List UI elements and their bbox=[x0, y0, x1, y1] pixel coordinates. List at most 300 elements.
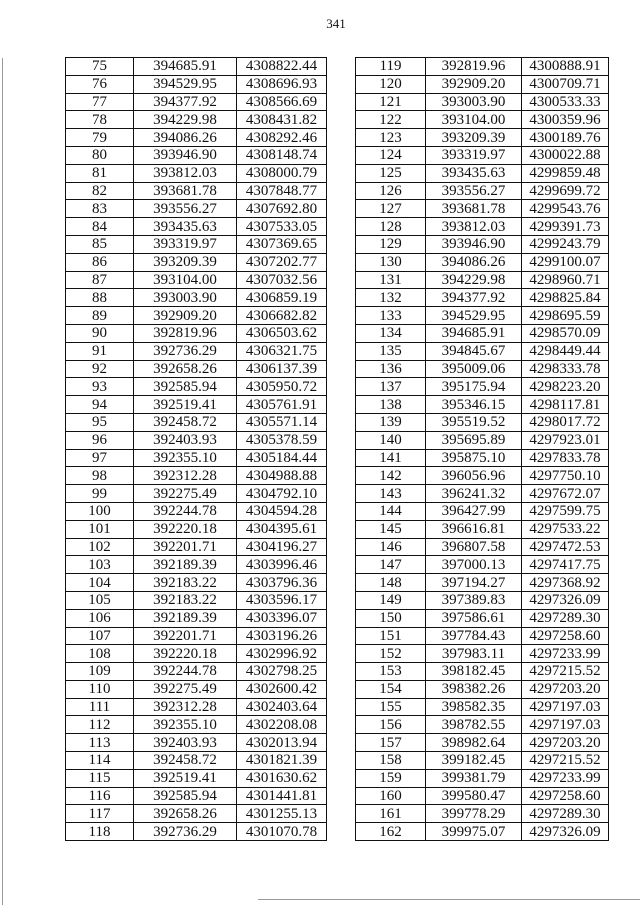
cell-point-number: 102 bbox=[66, 538, 134, 556]
cell-y-coordinate: 4297203.20 bbox=[522, 680, 609, 698]
cell-point-number: 161 bbox=[356, 805, 426, 823]
cell-x-coordinate: 393104.00 bbox=[426, 111, 522, 129]
cell-point-number: 120 bbox=[356, 75, 426, 93]
table-row bbox=[356, 645, 609, 663]
cell-point-number: 149 bbox=[356, 591, 426, 609]
cell-point-number: 147 bbox=[356, 556, 426, 574]
cell-point-number: 98 bbox=[66, 467, 134, 485]
cell-y-coordinate: 4298960.71 bbox=[522, 271, 609, 289]
cell-x-coordinate: 392220.18 bbox=[134, 520, 237, 538]
cell-y-coordinate: 4304594.28 bbox=[237, 502, 327, 520]
cell-point-number: 97 bbox=[66, 449, 134, 467]
cell-point-number: 126 bbox=[356, 182, 426, 200]
scan-border-bottom bbox=[258, 899, 640, 900]
cell-y-coordinate: 4297197.03 bbox=[522, 698, 609, 716]
table-row bbox=[356, 627, 609, 645]
table-row bbox=[66, 787, 327, 805]
table-row bbox=[66, 627, 327, 645]
cell-point-number: 90 bbox=[66, 324, 134, 342]
table-row bbox=[356, 449, 609, 467]
cell-point-number: 110 bbox=[66, 680, 134, 698]
table-row bbox=[356, 324, 609, 342]
cell-point-number: 122 bbox=[356, 111, 426, 129]
cell-x-coordinate: 394229.98 bbox=[426, 271, 522, 289]
cell-point-number: 88 bbox=[66, 289, 134, 307]
cell-y-coordinate: 4301630.62 bbox=[237, 769, 327, 787]
cell-point-number: 108 bbox=[66, 645, 134, 663]
cell-x-coordinate: 392183.22 bbox=[134, 574, 237, 592]
cell-x-coordinate: 393435.63 bbox=[426, 164, 522, 182]
cell-x-coordinate: 397000.13 bbox=[426, 556, 522, 574]
cell-point-number: 128 bbox=[356, 218, 426, 236]
cell-point-number: 148 bbox=[356, 574, 426, 592]
table-row bbox=[356, 182, 609, 200]
table-row bbox=[66, 146, 327, 164]
cell-point-number: 87 bbox=[66, 271, 134, 289]
cell-y-coordinate: 4307202.77 bbox=[237, 253, 327, 271]
cell-x-coordinate: 392519.41 bbox=[134, 769, 237, 787]
cell-point-number: 131 bbox=[356, 271, 426, 289]
cell-x-coordinate: 398782.55 bbox=[426, 716, 522, 734]
cell-point-number: 105 bbox=[66, 591, 134, 609]
cell-y-coordinate: 4300888.91 bbox=[522, 58, 609, 76]
cell-y-coordinate: 4304988.88 bbox=[237, 467, 327, 485]
cell-y-coordinate: 4301441.81 bbox=[237, 787, 327, 805]
cell-y-coordinate: 4297599.75 bbox=[522, 502, 609, 520]
cell-x-coordinate: 392736.29 bbox=[134, 342, 237, 360]
cell-y-coordinate: 4301070.78 bbox=[237, 823, 327, 841]
cell-y-coordinate: 4303396.07 bbox=[237, 609, 327, 627]
cell-point-number: 160 bbox=[356, 787, 426, 805]
cell-x-coordinate: 393003.90 bbox=[426, 93, 522, 111]
cell-point-number: 138 bbox=[356, 396, 426, 414]
table-row bbox=[356, 467, 609, 485]
table-row bbox=[66, 253, 327, 271]
cell-y-coordinate: 4298825.84 bbox=[522, 289, 609, 307]
cell-y-coordinate: 4298695.59 bbox=[522, 307, 609, 325]
table-row bbox=[66, 645, 327, 663]
table-row bbox=[66, 663, 327, 681]
cell-x-coordinate: 392909.20 bbox=[426, 75, 522, 93]
cell-y-coordinate: 4297326.09 bbox=[522, 591, 609, 609]
cell-y-coordinate: 4302600.42 bbox=[237, 680, 327, 698]
table-row bbox=[356, 431, 609, 449]
cell-x-coordinate: 392312.28 bbox=[134, 698, 237, 716]
cell-y-coordinate: 4307032.56 bbox=[237, 271, 327, 289]
cell-point-number: 101 bbox=[66, 520, 134, 538]
cell-y-coordinate: 4308148.74 bbox=[237, 146, 327, 164]
table-row bbox=[66, 235, 327, 253]
cell-y-coordinate: 4302996.92 bbox=[237, 645, 327, 663]
cell-x-coordinate: 392355.10 bbox=[134, 716, 237, 734]
cell-y-coordinate: 4305761.91 bbox=[237, 396, 327, 414]
cell-x-coordinate: 394529.95 bbox=[134, 75, 237, 93]
cell-point-number: 117 bbox=[66, 805, 134, 823]
cell-point-number: 92 bbox=[66, 360, 134, 378]
cell-y-coordinate: 4307848.77 bbox=[237, 182, 327, 200]
table-row bbox=[356, 752, 609, 770]
cell-x-coordinate: 392658.26 bbox=[134, 805, 237, 823]
cell-point-number: 86 bbox=[66, 253, 134, 271]
cell-x-coordinate: 397983.11 bbox=[426, 645, 522, 663]
cell-point-number: 133 bbox=[356, 307, 426, 325]
table-row bbox=[66, 574, 327, 592]
cell-x-coordinate: 397586.61 bbox=[426, 609, 522, 627]
coordinates-table-body bbox=[66, 58, 327, 841]
table-row bbox=[356, 75, 609, 93]
cell-x-coordinate: 395875.10 bbox=[426, 449, 522, 467]
table-row bbox=[356, 93, 609, 111]
coordinates-table-body bbox=[356, 58, 609, 841]
cell-point-number: 155 bbox=[356, 698, 426, 716]
cell-x-coordinate: 395175.94 bbox=[426, 378, 522, 396]
table-row bbox=[66, 556, 327, 574]
cell-x-coordinate: 397389.83 bbox=[426, 591, 522, 609]
table-row bbox=[66, 485, 327, 503]
cell-y-coordinate: 4299699.72 bbox=[522, 182, 609, 200]
table-row bbox=[66, 93, 327, 111]
cell-x-coordinate: 396056.96 bbox=[426, 467, 522, 485]
cell-y-coordinate: 4308566.69 bbox=[237, 93, 327, 111]
cell-point-number: 107 bbox=[66, 627, 134, 645]
cell-point-number: 162 bbox=[356, 823, 426, 841]
cell-y-coordinate: 4299859.48 bbox=[522, 164, 609, 182]
table-row bbox=[356, 58, 609, 76]
cell-point-number: 96 bbox=[66, 431, 134, 449]
cell-x-coordinate: 396241.32 bbox=[426, 485, 522, 503]
cell-y-coordinate: 4306859.19 bbox=[237, 289, 327, 307]
cell-y-coordinate: 4298223.20 bbox=[522, 378, 609, 396]
cell-x-coordinate: 394377.92 bbox=[134, 93, 237, 111]
cell-point-number: 75 bbox=[66, 58, 134, 76]
table-row bbox=[356, 129, 609, 147]
cell-point-number: 93 bbox=[66, 378, 134, 396]
cell-x-coordinate: 393319.97 bbox=[134, 235, 237, 253]
cell-y-coordinate: 4297672.07 bbox=[522, 485, 609, 503]
cell-y-coordinate: 4298333.78 bbox=[522, 360, 609, 378]
table-row bbox=[66, 467, 327, 485]
cell-point-number: 119 bbox=[356, 58, 426, 76]
table-row bbox=[66, 752, 327, 770]
cell-y-coordinate: 4297197.03 bbox=[522, 716, 609, 734]
cell-x-coordinate: 396616.81 bbox=[426, 520, 522, 538]
table-row bbox=[66, 111, 327, 129]
table-row bbox=[356, 235, 609, 253]
cell-x-coordinate: 399975.07 bbox=[426, 823, 522, 841]
cell-y-coordinate: 4297258.60 bbox=[522, 787, 609, 805]
cell-x-coordinate: 392355.10 bbox=[134, 449, 237, 467]
cell-y-coordinate: 4298117.81 bbox=[522, 396, 609, 414]
cell-y-coordinate: 4305184.44 bbox=[237, 449, 327, 467]
cell-point-number: 118 bbox=[66, 823, 134, 841]
cell-x-coordinate: 393681.78 bbox=[426, 200, 522, 218]
table-row bbox=[66, 502, 327, 520]
cell-x-coordinate: 394845.67 bbox=[426, 342, 522, 360]
table-row bbox=[66, 609, 327, 627]
cell-x-coordinate: 395519.52 bbox=[426, 413, 522, 431]
cell-x-coordinate: 393556.27 bbox=[134, 200, 237, 218]
table-row bbox=[356, 342, 609, 360]
scan-border-left bbox=[2, 58, 3, 905]
cell-y-coordinate: 4306503.62 bbox=[237, 324, 327, 342]
cell-x-coordinate: 392275.49 bbox=[134, 680, 237, 698]
cell-x-coordinate: 393435.63 bbox=[134, 218, 237, 236]
cell-y-coordinate: 4302208.08 bbox=[237, 716, 327, 734]
cell-y-coordinate: 4308431.82 bbox=[237, 111, 327, 129]
coordinates-table-left bbox=[65, 57, 327, 841]
table-row bbox=[356, 146, 609, 164]
cell-point-number: 91 bbox=[66, 342, 134, 360]
cell-y-coordinate: 4304196.27 bbox=[237, 538, 327, 556]
table-row bbox=[356, 485, 609, 503]
cell-x-coordinate: 392275.49 bbox=[134, 485, 237, 503]
cell-x-coordinate: 392658.26 bbox=[134, 360, 237, 378]
cell-point-number: 158 bbox=[356, 752, 426, 770]
cell-y-coordinate: 4307369.65 bbox=[237, 235, 327, 253]
table-row bbox=[356, 663, 609, 681]
cell-x-coordinate: 399182.45 bbox=[426, 752, 522, 770]
cell-y-coordinate: 4299100.07 bbox=[522, 253, 609, 271]
cell-point-number: 99 bbox=[66, 485, 134, 503]
cell-x-coordinate: 395695.89 bbox=[426, 431, 522, 449]
table-row bbox=[66, 769, 327, 787]
table-row bbox=[356, 253, 609, 271]
cell-point-number: 159 bbox=[356, 769, 426, 787]
cell-x-coordinate: 394229.98 bbox=[134, 111, 237, 129]
cell-x-coordinate: 392585.94 bbox=[134, 787, 237, 805]
cell-x-coordinate: 392244.78 bbox=[134, 663, 237, 681]
cell-x-coordinate: 399381.79 bbox=[426, 769, 522, 787]
cell-y-coordinate: 4303996.46 bbox=[237, 556, 327, 574]
table-row bbox=[66, 378, 327, 396]
page-number: 341 bbox=[326, 16, 346, 31]
cell-x-coordinate: 393812.03 bbox=[134, 164, 237, 182]
table-row bbox=[66, 324, 327, 342]
table-row bbox=[66, 823, 327, 841]
cell-y-coordinate: 4300709.71 bbox=[522, 75, 609, 93]
cell-y-coordinate: 4300359.96 bbox=[522, 111, 609, 129]
cell-x-coordinate: 396427.99 bbox=[426, 502, 522, 520]
cell-point-number: 82 bbox=[66, 182, 134, 200]
cell-y-coordinate: 4304792.10 bbox=[237, 485, 327, 503]
cell-y-coordinate: 4304395.61 bbox=[237, 520, 327, 538]
table-row bbox=[66, 413, 327, 431]
table-row bbox=[356, 271, 609, 289]
cell-point-number: 78 bbox=[66, 111, 134, 129]
cell-y-coordinate: 4301255.13 bbox=[237, 805, 327, 823]
cell-point-number: 150 bbox=[356, 609, 426, 627]
cell-x-coordinate: 392189.39 bbox=[134, 556, 237, 574]
cell-x-coordinate: 393946.90 bbox=[134, 146, 237, 164]
cell-x-coordinate: 397194.27 bbox=[426, 574, 522, 592]
table-row bbox=[66, 680, 327, 698]
cell-y-coordinate: 4297215.52 bbox=[522, 663, 609, 681]
cell-y-coordinate: 4308000.79 bbox=[237, 164, 327, 182]
cell-point-number: 134 bbox=[356, 324, 426, 342]
cell-y-coordinate: 4300022.88 bbox=[522, 146, 609, 164]
cell-y-coordinate: 4300533.33 bbox=[522, 93, 609, 111]
cell-y-coordinate: 4298017.72 bbox=[522, 413, 609, 431]
cell-point-number: 143 bbox=[356, 485, 426, 503]
table-row bbox=[66, 396, 327, 414]
table-row bbox=[356, 218, 609, 236]
table-row bbox=[356, 360, 609, 378]
coordinates-table-right bbox=[355, 57, 609, 841]
cell-x-coordinate: 394086.26 bbox=[426, 253, 522, 271]
cell-x-coordinate: 392819.96 bbox=[426, 58, 522, 76]
cell-y-coordinate: 4297203.20 bbox=[522, 734, 609, 752]
cell-point-number: 140 bbox=[356, 431, 426, 449]
cell-point-number: 111 bbox=[66, 698, 134, 716]
cell-x-coordinate: 392189.39 bbox=[134, 609, 237, 627]
cell-point-number: 129 bbox=[356, 235, 426, 253]
table-row bbox=[356, 609, 609, 627]
cell-point-number: 137 bbox=[356, 378, 426, 396]
cell-point-number: 77 bbox=[66, 93, 134, 111]
cell-x-coordinate: 398182.45 bbox=[426, 663, 522, 681]
cell-x-coordinate: 392819.96 bbox=[134, 324, 237, 342]
cell-point-number: 151 bbox=[356, 627, 426, 645]
cell-point-number: 95 bbox=[66, 413, 134, 431]
cell-x-coordinate: 396807.58 bbox=[426, 538, 522, 556]
cell-point-number: 80 bbox=[66, 146, 134, 164]
cell-x-coordinate: 393319.97 bbox=[426, 146, 522, 164]
cell-y-coordinate: 4297750.10 bbox=[522, 467, 609, 485]
cell-point-number: 135 bbox=[356, 342, 426, 360]
table-row bbox=[66, 182, 327, 200]
cell-point-number: 115 bbox=[66, 769, 134, 787]
cell-point-number: 121 bbox=[356, 93, 426, 111]
cell-x-coordinate: 392458.72 bbox=[134, 752, 237, 770]
cell-point-number: 114 bbox=[66, 752, 134, 770]
cell-point-number: 94 bbox=[66, 396, 134, 414]
table-row bbox=[66, 538, 327, 556]
cell-x-coordinate: 398382.26 bbox=[426, 680, 522, 698]
table-row bbox=[66, 698, 327, 716]
cell-point-number: 157 bbox=[356, 734, 426, 752]
cell-y-coordinate: 4303196.26 bbox=[237, 627, 327, 645]
cell-y-coordinate: 4306321.75 bbox=[237, 342, 327, 360]
cell-point-number: 123 bbox=[356, 129, 426, 147]
table-row bbox=[356, 823, 609, 841]
cell-x-coordinate: 398582.35 bbox=[426, 698, 522, 716]
cell-point-number: 146 bbox=[356, 538, 426, 556]
cell-point-number: 132 bbox=[356, 289, 426, 307]
cell-x-coordinate: 394685.91 bbox=[134, 58, 237, 76]
cell-point-number: 130 bbox=[356, 253, 426, 271]
cell-y-coordinate: 4299243.79 bbox=[522, 235, 609, 253]
cell-x-coordinate: 397784.43 bbox=[426, 627, 522, 645]
cell-point-number: 81 bbox=[66, 164, 134, 182]
cell-point-number: 100 bbox=[66, 502, 134, 520]
cell-point-number: 84 bbox=[66, 218, 134, 236]
cell-x-coordinate: 395009.06 bbox=[426, 360, 522, 378]
cell-y-coordinate: 4308822.44 bbox=[237, 58, 327, 76]
table-row bbox=[356, 413, 609, 431]
cell-x-coordinate: 392458.72 bbox=[134, 413, 237, 431]
table-row bbox=[356, 538, 609, 556]
cell-x-coordinate: 392312.28 bbox=[134, 467, 237, 485]
cell-y-coordinate: 4301821.39 bbox=[237, 752, 327, 770]
cell-point-number: 83 bbox=[66, 200, 134, 218]
cell-point-number: 103 bbox=[66, 556, 134, 574]
cell-x-coordinate: 393812.03 bbox=[426, 218, 522, 236]
cell-y-coordinate: 4308292.46 bbox=[237, 129, 327, 147]
cell-y-coordinate: 4297833.78 bbox=[522, 449, 609, 467]
table-row bbox=[356, 520, 609, 538]
cell-x-coordinate: 399778.29 bbox=[426, 805, 522, 823]
cell-y-coordinate: 4297215.52 bbox=[522, 752, 609, 770]
table-row bbox=[66, 218, 327, 236]
table-row bbox=[66, 734, 327, 752]
cell-x-coordinate: 392585.94 bbox=[134, 378, 237, 396]
cell-x-coordinate: 392403.93 bbox=[134, 431, 237, 449]
cell-y-coordinate: 4306137.39 bbox=[237, 360, 327, 378]
cell-x-coordinate: 393946.90 bbox=[426, 235, 522, 253]
cell-y-coordinate: 4297472.53 bbox=[522, 538, 609, 556]
table-row bbox=[356, 574, 609, 592]
cell-y-coordinate: 4307533.05 bbox=[237, 218, 327, 236]
cell-y-coordinate: 4297417.75 bbox=[522, 556, 609, 574]
cell-x-coordinate: 393681.78 bbox=[134, 182, 237, 200]
cell-y-coordinate: 4297233.99 bbox=[522, 769, 609, 787]
cell-x-coordinate: 394685.91 bbox=[426, 324, 522, 342]
table-row bbox=[356, 164, 609, 182]
cell-x-coordinate: 392201.71 bbox=[134, 538, 237, 556]
cell-x-coordinate: 393003.90 bbox=[134, 289, 237, 307]
table-row bbox=[356, 556, 609, 574]
cell-x-coordinate: 394086.26 bbox=[134, 129, 237, 147]
cell-point-number: 85 bbox=[66, 235, 134, 253]
cell-y-coordinate: 4297258.60 bbox=[522, 627, 609, 645]
cell-x-coordinate: 395346.15 bbox=[426, 396, 522, 414]
cell-y-coordinate: 4297533.22 bbox=[522, 520, 609, 538]
cell-y-coordinate: 4302403.64 bbox=[237, 698, 327, 716]
cell-y-coordinate: 4299391.73 bbox=[522, 218, 609, 236]
cell-x-coordinate: 393209.39 bbox=[134, 253, 237, 271]
cell-x-coordinate: 399580.47 bbox=[426, 787, 522, 805]
table-row bbox=[66, 431, 327, 449]
cell-x-coordinate: 392183.22 bbox=[134, 591, 237, 609]
cell-x-coordinate: 392909.20 bbox=[134, 307, 237, 325]
cell-point-number: 113 bbox=[66, 734, 134, 752]
cell-point-number: 112 bbox=[66, 716, 134, 734]
cell-y-coordinate: 4297289.30 bbox=[522, 805, 609, 823]
cell-point-number: 104 bbox=[66, 574, 134, 592]
table-row bbox=[66, 520, 327, 538]
cell-y-coordinate: 4297233.99 bbox=[522, 645, 609, 663]
cell-point-number: 116 bbox=[66, 787, 134, 805]
cell-point-number: 144 bbox=[356, 502, 426, 520]
table-row bbox=[66, 449, 327, 467]
cell-y-coordinate: 4302798.25 bbox=[237, 663, 327, 681]
cell-point-number: 145 bbox=[356, 520, 426, 538]
table-row bbox=[356, 111, 609, 129]
cell-y-coordinate: 4297923.01 bbox=[522, 431, 609, 449]
table-row bbox=[66, 129, 327, 147]
cell-point-number: 142 bbox=[356, 467, 426, 485]
table-row bbox=[356, 396, 609, 414]
table-row bbox=[66, 58, 327, 76]
cell-point-number: 141 bbox=[356, 449, 426, 467]
table-row bbox=[356, 680, 609, 698]
cell-point-number: 139 bbox=[356, 413, 426, 431]
cell-x-coordinate: 392220.18 bbox=[134, 645, 237, 663]
table-row bbox=[356, 591, 609, 609]
table-row bbox=[66, 271, 327, 289]
table-row bbox=[66, 342, 327, 360]
cell-y-coordinate: 4300189.76 bbox=[522, 129, 609, 147]
